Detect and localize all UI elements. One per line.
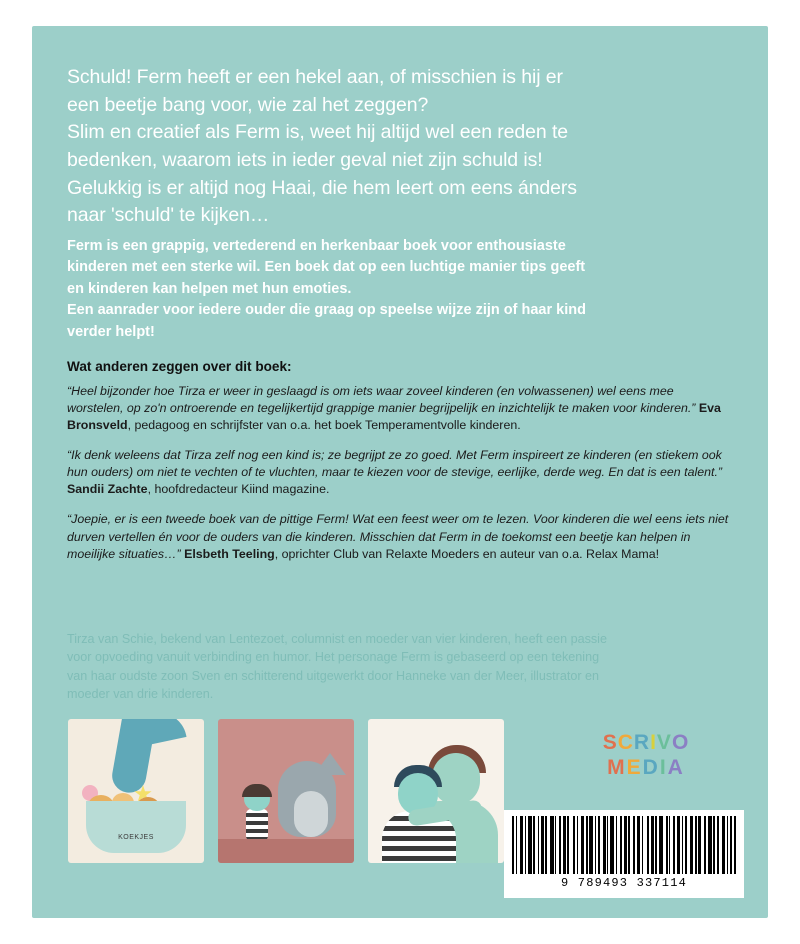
pitch-line: verder helpt!	[67, 323, 155, 340]
bio-line: voor opvoeding vanuit verbinding en humor. Het personage Ferm is gebaseerd op een tekening	[67, 650, 600, 665]
review-quote-text: “Heel bijzonder hoe Tirza er weer in geslaagd is om iets waar zoveel kinderen (en volwassenen) wel eens mee worstelen, op zo'n ontroerende en tegelijkertijd grappige manier begrijpelijk en inzichtelijk te maken voor kinderen.”	[67, 383, 699, 415]
barcode-number: 9 789493 337114	[560, 876, 688, 890]
illustration-cookie-jar	[68, 719, 204, 863]
illustration-hug	[368, 719, 504, 863]
barcode	[504, 810, 744, 898]
review-quote	[67, 447, 729, 498]
illustration-thumbnails	[68, 719, 504, 863]
illustration-shark-and-boy	[218, 719, 354, 863]
reviews-section	[67, 358, 729, 576]
bio-line: Tirza van Schie, bekend van Lentezoet, columnist en moeder van vier kinderen, heeft een passie	[67, 632, 607, 646]
boy-body-shape	[246, 809, 268, 841]
publisher-logo	[586, 732, 706, 778]
review-quote-text: “Joepie, er is een tweede boek van de pittige Ferm! Wat een feest weer om te lezen. Voor kinderen die wel eens iets niet durven vertellen én voor de ouders van die kinderen. Misschien dat Ferm in de toekomst een beetje kan helpen in moeilijke situaties…”	[67, 512, 729, 561]
cookie-jar-label: KOEKJES	[118, 834, 154, 841]
cookie-jar-shape	[86, 801, 186, 853]
blurb-line: naar 'schuld' te kijken…	[67, 204, 270, 227]
blurb-line: Schuld! Ferm heeft er een hekel aan, of misschien is hij er	[67, 66, 563, 88]
review-quote-text: “Ik denk weleens dat Tirza zelf nog een kind is; ze begrijpt ze zo goed. Met Ferm inspireert ze kinderen (en stiekem ook hun ouders) om niet te vechten of te vluchten, maar te kiezen voor de stevige, eerlijke, derde weg. En dat is een talent.”	[67, 448, 723, 480]
bio-line: moeder van drie kinderen.	[67, 686, 214, 701]
review-attribution	[184, 547, 659, 561]
review-author: Eva Bronsveld	[67, 400, 721, 432]
pitch-line: Ferm is een grappig, vertederend en herkenbaar boek voor enthousiaste	[67, 238, 566, 254]
book-back-cover	[32, 26, 768, 918]
blurb-line: Slim en creatief als Ferm is, weet hij altijd wel een reden te	[67, 121, 569, 144]
review-role: , pedagoog en schrijfster van o.a. het boek Temperamentvolle kinderen.	[127, 417, 521, 432]
publisher-name-line2: MEDIA	[607, 756, 685, 779]
pitch-line: en kinderen kan helpen met hun emoties.	[67, 280, 352, 297]
pour-stream-shape	[109, 719, 156, 795]
shark-belly-shape	[294, 791, 328, 837]
review-author: Sandii Zachte	[67, 482, 148, 497]
review-role: , oprichter Club van Relaxte Moeders en auteur van o.a. Relax Mama!	[274, 546, 660, 561]
author-bio	[67, 630, 731, 703]
pitch-line: kinderen met een sterke wil. Een boek dat op een luchtige manier tips geeft	[67, 259, 586, 276]
pitch-line: Een aanrader voor iedere ouder die graag op speelse wijze zijn of haar kind	[67, 302, 586, 319]
review-attribution	[67, 482, 329, 496]
publisher-name-line1: SCRIVO	[602, 731, 690, 754]
bio-line: van haar oudste zoon Sven en schitterend uitgewerkt door Hanneke van der Meer, illustrator en	[67, 668, 600, 683]
blurb-line: Gelukkig is er altijd nog Haai, die hem leert om eens ánders	[67, 176, 577, 199]
review-quote	[67, 383, 729, 434]
review-author: Elsbeth Teeling	[184, 546, 275, 561]
boy-hair-shape	[242, 784, 272, 797]
review-role: , hoofdredacteur Kiind magazine.	[147, 482, 330, 497]
blurb-line: bedenken, waarom iets in ieder geval niet zijn schuld is!	[67, 149, 543, 172]
pitch-text	[67, 236, 735, 343]
reviews-heading: Wat anderen zeggen over dit boek:	[67, 359, 292, 374]
barcode-bars	[512, 816, 736, 874]
ground-shape	[218, 839, 354, 863]
blurb-text	[67, 64, 735, 230]
blurb-line: een beetje bang voor, wie zal het zeggen?	[67, 93, 429, 116]
review-quote	[67, 511, 729, 562]
